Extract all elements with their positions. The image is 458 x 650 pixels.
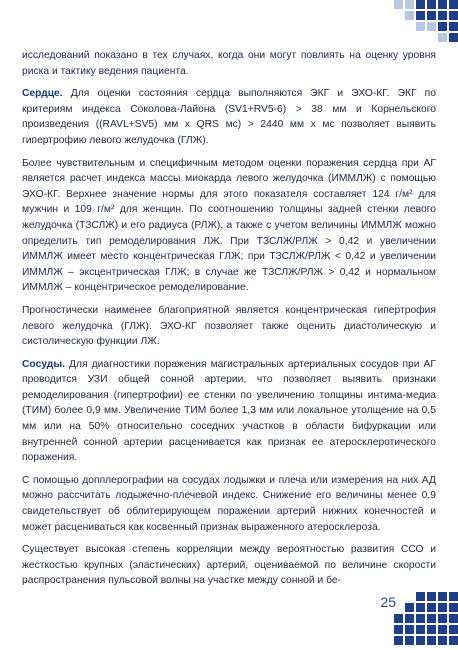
mosaic-tile bbox=[449, 592, 458, 601]
mosaic-tile bbox=[449, 22, 458, 31]
mosaic-tile bbox=[416, 614, 425, 623]
mosaic-tile bbox=[416, 0, 425, 9]
mosaic-tile bbox=[427, 592, 436, 601]
mosaic-tile bbox=[449, 614, 458, 623]
body-text bbox=[22, 48, 436, 596]
paragraph-lvmi bbox=[22, 156, 436, 296]
section-lead-heart: Сердце. bbox=[22, 88, 63, 100]
paragraph-abi bbox=[22, 473, 436, 535]
mosaic-tile bbox=[427, 22, 436, 31]
paragraph-text: Для диагностики поражения магистральных артериальных сосудов при АГ проводится УЗИ общей сонной артерии, что позволяет выявить признаки ремоделирования (гипертрофии) ее стенки по увеличению толщины интима-медиа (ТИМ) более 0,9 мм. Увеличение ТИМ более 1,3 мм или локальное утолщение на 0,5 мм или на 50% относительно соседних участков в области бифуркации или внутренней сонной артерии расценивается как признак ее атеросклеротического поражения. bbox=[22, 358, 436, 464]
paragraph-text: С помощью допплерографии на сосудах лодыжки и плеча или измерения на них АД можно рассчитать лодыжечно-плечевой индекс. Снижение его величины менее 0,9 свидетельствует об облитерирующем поражении артерий нижних конечностей и может расцениваться как косвенный признак выраженного атеросклероза. bbox=[22, 474, 436, 533]
paragraph-text: Более чувствительным и специфичным методом оценки поражения сердца при АГ является расчет индекса массы миокарда левого желудочка (ИММЛЖ) с помощью ЭХО-КГ. Верхнее значение нормы для этого показателя составляет 124 г/м² для мужчин и 109 г/м² для женщин. По соотношению толщины задней стенки левого желудочка (ТЗСЛЖ) и его радиуса (РЛЖ), а также с учетом величины ИММЛЖ можно определить тип ремоделирования ЛЖ. При ТЗСЛЖ/РЛЖ > 0,42 и увеличении ИММЛЖ имеет место концентрическая ГЛЖ; при ТЗСЛЖ/РЛЖ < 0,42 и увеличении ИММЛЖ – эксцентрическая ГЛЖ; в случае же ТЗСЛЖ/РЛЖ > 0,42 и нормальном ИММЛЖ – концентрическое ремоделирование. bbox=[22, 157, 436, 294]
mosaic-tile bbox=[438, 625, 447, 634]
mosaic-tile bbox=[438, 614, 447, 623]
paragraph-stiffness bbox=[22, 542, 436, 589]
mosaic-tile bbox=[405, 0, 414, 9]
mosaic-tile bbox=[438, 22, 447, 31]
paragraph-text: Существует высокая степень корреляции между вероятностью развития ССО и жесткостью крупных (эластических) артерий, оцениваемой по величине скорости распространения пульсовой волны на участке между сонной и бе- bbox=[22, 544, 436, 587]
mosaic-tile bbox=[405, 614, 414, 623]
mosaic-tile bbox=[427, 0, 436, 9]
paragraph-intro bbox=[22, 48, 436, 79]
mosaic-tile bbox=[438, 11, 447, 20]
decorative-mosaic-bottom bbox=[394, 592, 458, 650]
mosaic-tile bbox=[438, 636, 447, 645]
paragraph-heart bbox=[22, 86, 436, 148]
mosaic-tile bbox=[416, 22, 425, 31]
mosaic-tile bbox=[394, 636, 403, 645]
mosaic-tile bbox=[427, 636, 436, 645]
mosaic-tile bbox=[449, 0, 458, 9]
mosaic-tile bbox=[449, 625, 458, 634]
mosaic-tile bbox=[449, 636, 458, 645]
paragraph-text: Для оценки состояния сердца выполняются ЭКГ и ЭХО-КГ. ЭКГ по критериям индекса Соколова-Лайона (SV1+RV5-6) > 38 мм и Корнельского произведения ((RAVL+SV5) мм х QRS мс) > 2440 мм х мс позволяет выявить гипертрофию левого желудочка (ГЛЖ). bbox=[22, 88, 436, 146]
mosaic-tile bbox=[394, 614, 403, 623]
mosaic-tile bbox=[405, 636, 414, 645]
paragraph-vessels bbox=[22, 357, 436, 466]
mosaic-tile bbox=[427, 11, 436, 20]
mosaic-tile bbox=[427, 625, 436, 634]
mosaic-tile bbox=[416, 636, 425, 645]
mosaic-tile bbox=[427, 614, 436, 623]
mosaic-tile bbox=[405, 603, 414, 612]
mosaic-tile bbox=[449, 33, 458, 42]
mosaic-tile bbox=[394, 0, 403, 9]
paragraph-prognosis bbox=[22, 303, 436, 350]
mosaic-tile bbox=[449, 11, 458, 20]
decorative-mosaic-top bbox=[394, 0, 458, 44]
page-number: 25 bbox=[380, 594, 396, 610]
mosaic-tile bbox=[449, 603, 458, 612]
mosaic-tile bbox=[416, 11, 425, 20]
paragraph-text: Прогностически наименее благоприятной является концентрическая гипертрофия левого желудочка (ГЛЖ). ЭХО-КГ позволяет также оценить диастолическую и систолическую функции ЛЖ. bbox=[22, 304, 436, 348]
mosaic-tile bbox=[427, 603, 436, 612]
mosaic-tile bbox=[416, 625, 425, 634]
section-lead-vessels: Сосуды. bbox=[22, 358, 65, 370]
paragraph-text: исследований показано в тех случаях, когда они могут повлиять на оценку уровня риска и тактику ведения пациента. bbox=[22, 50, 436, 77]
mosaic-tile bbox=[416, 603, 425, 612]
mosaic-tile bbox=[438, 592, 447, 601]
mosaic-tile bbox=[438, 603, 447, 612]
mosaic-tile bbox=[394, 625, 403, 634]
mosaic-tile bbox=[405, 625, 414, 634]
mosaic-tile bbox=[438, 0, 447, 9]
mosaic-tile bbox=[416, 592, 425, 601]
mosaic-tile bbox=[438, 33, 447, 42]
mosaic-tile bbox=[405, 11, 414, 20]
